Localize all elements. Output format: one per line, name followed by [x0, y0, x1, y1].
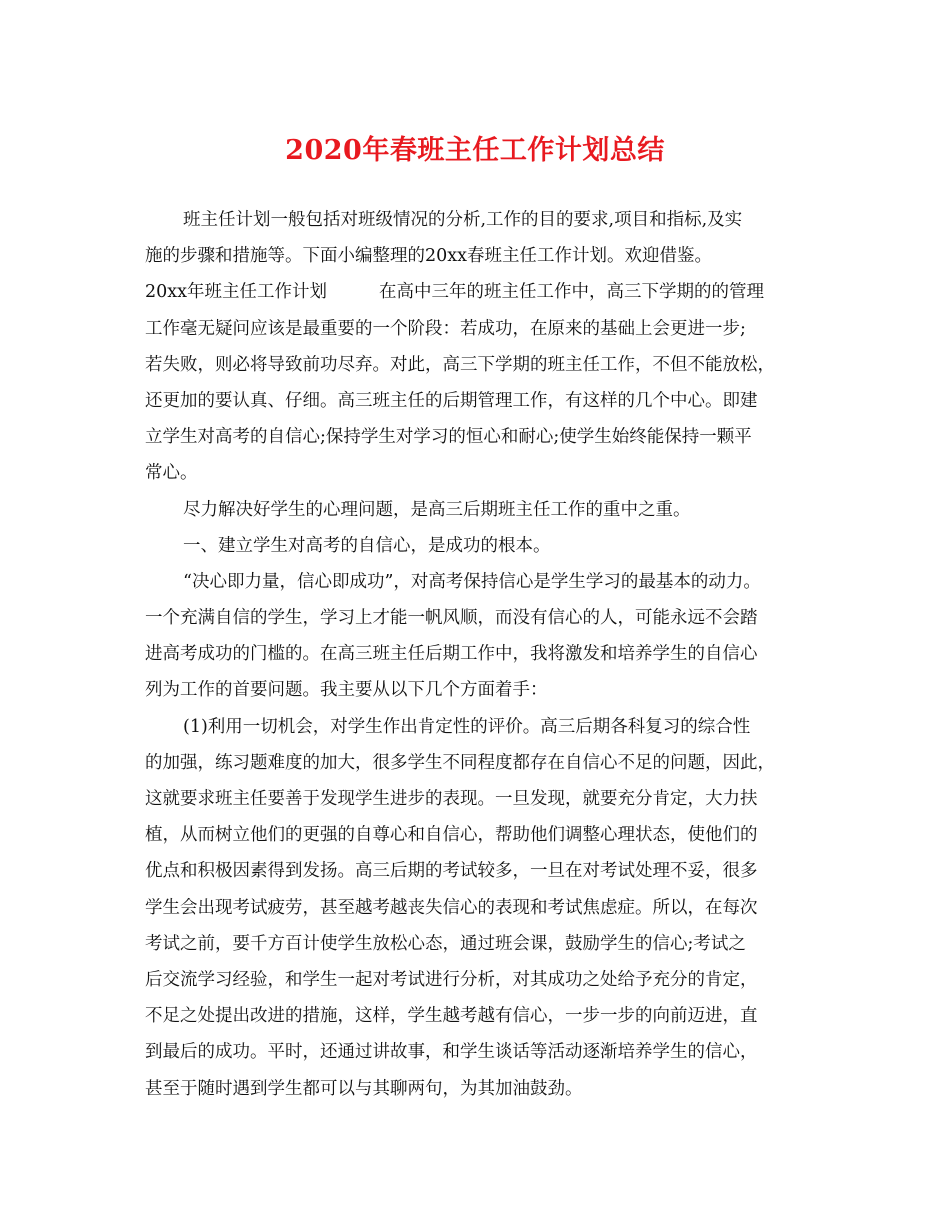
document-title: 2020年春班主任工作计划总结: [285, 135, 665, 166]
text-segment: 在高中三年的班主任工作中，高三下学期的的管理: [379, 282, 765, 303]
text-line: (1)利用一切机会，对学生作出肯定性的评价。高三后期各科复习的综合性: [183, 716, 751, 737]
text-line: 的加强，练习题难度的加大，很多学生不同程度都存在自信心不足的问题，因此，: [145, 752, 775, 773]
document-body: [145, 202, 810, 1107]
text-line: 这就要求班主任要善于发现学生进步的表现。一旦发现，就要充分肯定，大力扶: [145, 789, 758, 809]
text-line: 进高考成功的门槛的。在高三班主任后期工作中，我将激发和培养学生的自信心: [145, 644, 758, 665]
text-line-heading-row: [145, 274, 810, 310]
text-line: 尽力解决好学生的心理问题，是高三后期班主任工作的重中之重。: [183, 499, 691, 520]
plan-heading: 20xx年班主任工作计划: [145, 282, 328, 303]
text-line: 列为工作的首要问题。我主要从以下几个方面着手：: [145, 680, 548, 701]
text-line: 甚至于随时遇到学生都可以与其聊两句，为其加油鼓劲。: [145, 1078, 583, 1099]
text-line: 考试之前，要千方百计使学生放松心态，通过班会课，鼓励学生的信心;考试之: [145, 933, 746, 954]
text-line: 施的步骤和措施等。下面小编整理的20xx春班主任工作计划。欢迎借鉴。: [145, 246, 713, 267]
text-line: 植，从而树立他们的更强的自尊心和自信心，帮助他们调整心理状态，使他们的: [145, 825, 758, 846]
text-line: 还更加的要认真、仔细。高三班主任的后期管理工作，有这样的几个中心。即建: [145, 390, 758, 411]
text-line: 学生会出现考试疲劳，甚至越考越丧失信心的表现和考试焦虑症。所以，在每次: [145, 897, 758, 918]
text-line: 工作毫无疑问应该是最重要的一个阶段：若成功，在原来的基础上会更进一步;: [145, 318, 746, 339]
text-line: 常心。: [145, 463, 198, 484]
text-line: 到最后的成功。平时，还通过讲故事，和学生谈话等活动逐渐培养学生的信心，: [145, 1042, 758, 1063]
text-line: “决心即力量，信心即成功”，对高考保持信心是学生学习的最基本的动力。: [183, 571, 761, 592]
text-line: 后交流学习经验，和学生一起对考试进行分析，对其成功之处给予充分的肯定，: [145, 969, 758, 990]
section-heading: 一、建立学生对高考的自信心，是成功的根本。: [183, 535, 551, 556]
text-line: 一个充满自信的学生，学习上才能一帆风顺，而没有信心的人，可能永远不会踏: [145, 608, 758, 629]
text-line: 班主任计划一般包括对班级情况的分析,工作的目的要求,项目和指标,及实: [183, 210, 743, 230]
text-line: 优点和积极因素得到发扬。高三后期的考试较多，一旦在对考试处理不妥，很多: [145, 861, 758, 882]
text-line: 若失败，则必将导致前功尽弃。对此，高三下学期的班主任工作，不但不能放松，: [145, 354, 775, 375]
text-line: 立学生对高考的自信心;保持学生对学习的恒心和耐心;使学生始终能保持一颗平: [145, 427, 752, 448]
text-line: 不足之处提出改进的措施，这样，学生越考越有信心，一步一步的向前迈进，直: [145, 1006, 758, 1027]
